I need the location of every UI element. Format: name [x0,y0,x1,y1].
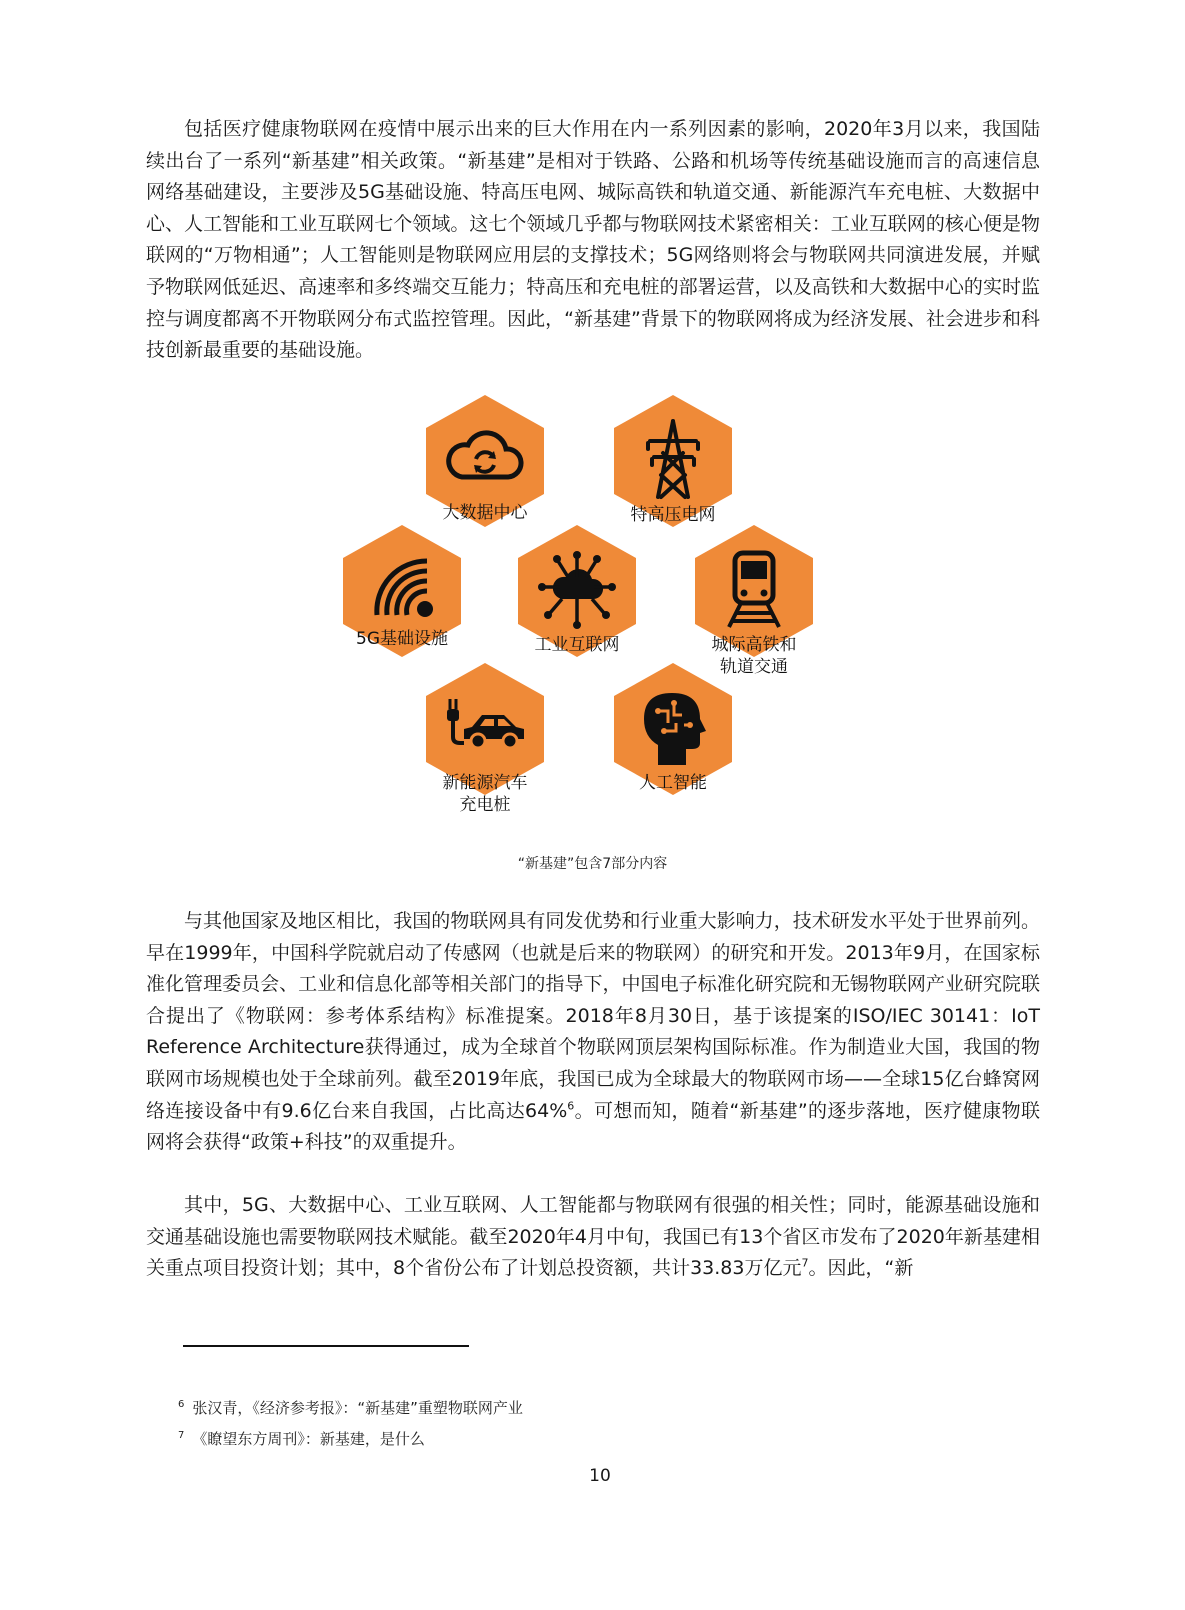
cloud-sync-icon [440,413,530,503]
train-icon [709,543,799,633]
hex-label-line: 充电桩 [459,795,511,815]
paragraph-1: 包括医疗健康物联网在疫情中展示出来的巨大作用在内一系列因素的影响，2020年3月以来，我国陆续出台了一系列“新基建”相关政策。“新基建”是相对于铁路、公路和机场等传统基础设施而言的高速信息网络基础建设，主要涉及5G基础设施、特高压电网、城际高铁和轨道交通、新能源汽车充电桩、大数据中心、人工智能和工业互联网七个领域。这七个领域几乎都与物联网技术紧密相关：工业互联网的核心便是物联网的“万物相通”；人工智能则是物联网应用层的支撑技术；5G网络则将会与物联网共同演进发展，并赋予物联网低延迟、高速率和多终端交互能力；特高压和充电桩的部署运营，以及高铁和大数据中心的实时监控与调度都离不开物联网分布式监控管理。因此，“新基建”背景下的物联网将成为经济发展、社会进步和科技创新最重要的基础设施。 [146,118,1040,362]
hex-label: 人工智能 [639,773,707,793]
hex-label [443,772,528,816]
figure-caption: “新基建”包含7部分内容 [517,856,668,872]
hex-label: 大数据中心 [442,503,528,523]
footnote-divider [183,1345,469,1347]
footnote-ref[interactable]: 7 [801,1256,809,1270]
paragraph-text: 其中，5G、大数据中心、工业互联网、人工智能都与物联网有很强的相关性；同时，能源基础设施和交通基础设施也需要物联网技术赋能。截至2020年4月中旬，我国已有13个省区市发布了2020年新基建相关重点项目投资计划；其中，8个省份公布了计划总投资额，共计33.83万亿元 [146,1194,1040,1280]
footnote-number: 6 [178,1399,185,1410]
cloud-network-icon [532,543,622,633]
paragraph-3 [146,1190,1040,1285]
electric-car-icon [440,681,530,771]
ai-head-icon [628,681,718,771]
footnote [178,1428,425,1449]
page-number: 10 [589,1466,611,1486]
paragraph-2 [146,906,1040,1159]
hex-label: 5G基础设施 [356,629,448,649]
hex-label: 工业互联网 [534,635,620,655]
footnote-number: 7 [178,1430,185,1441]
wifi-signal-icon [357,543,447,633]
footnote-ref[interactable]: 6 [567,1099,575,1113]
hex-label [712,634,797,678]
footnote [178,1397,523,1418]
paragraph-text: 与其他国家及地区相比，我国的物联网具有同发优势和行业重大影响力，技术研发水平处于世界前列。早在1999年，中国科学院就启动了传感网（也就是后来的物联网）的研究和开发。2013年9月，在国家标准化管理委员会、工业和信息化部等相关部门的指导下，中国电子标准化研究院和无锡物联网产业研究院联合提出了《物联网：参考体系结构》标准提案。2018年8月30日，基于该提案的ISO/IEC 30141：IoT Reference Architecture获得通过，成为全球首个物联网顶层架构国际标准。作为制造业大国，我国的物联网市场规模也处于全球前列。截至2019年底，我国已成为全球最大的物联网市场——全球15亿台蜂窝网络连接设备中有9.6亿台来自我国，占比高达64% [146,910,1040,1122]
footnote-text: 《瞭望东方周刊》：新基建，是什么 [192,1430,425,1448]
hex-label: 特高压电网 [630,505,716,525]
hex-label-line: 城际高铁和 [711,635,797,655]
hex-label-line: 轨道交通 [720,657,788,677]
paragraph-text: 。可想而知，随着“新基建”的逐步落地，医疗健康物联网将会获得“政策+科技”的双重提升。 [146,1099,1040,1154]
paragraph-text: 。因此，“新 [808,1257,914,1280]
new-infrastructure-figure [340,395,860,835]
power-tower-icon [628,413,718,503]
hex-label-line: 新能源汽车 [442,773,528,793]
footnote-text: 张汉青，《经济参考报》：“新基建”重塑物联网产业 [192,1399,523,1417]
